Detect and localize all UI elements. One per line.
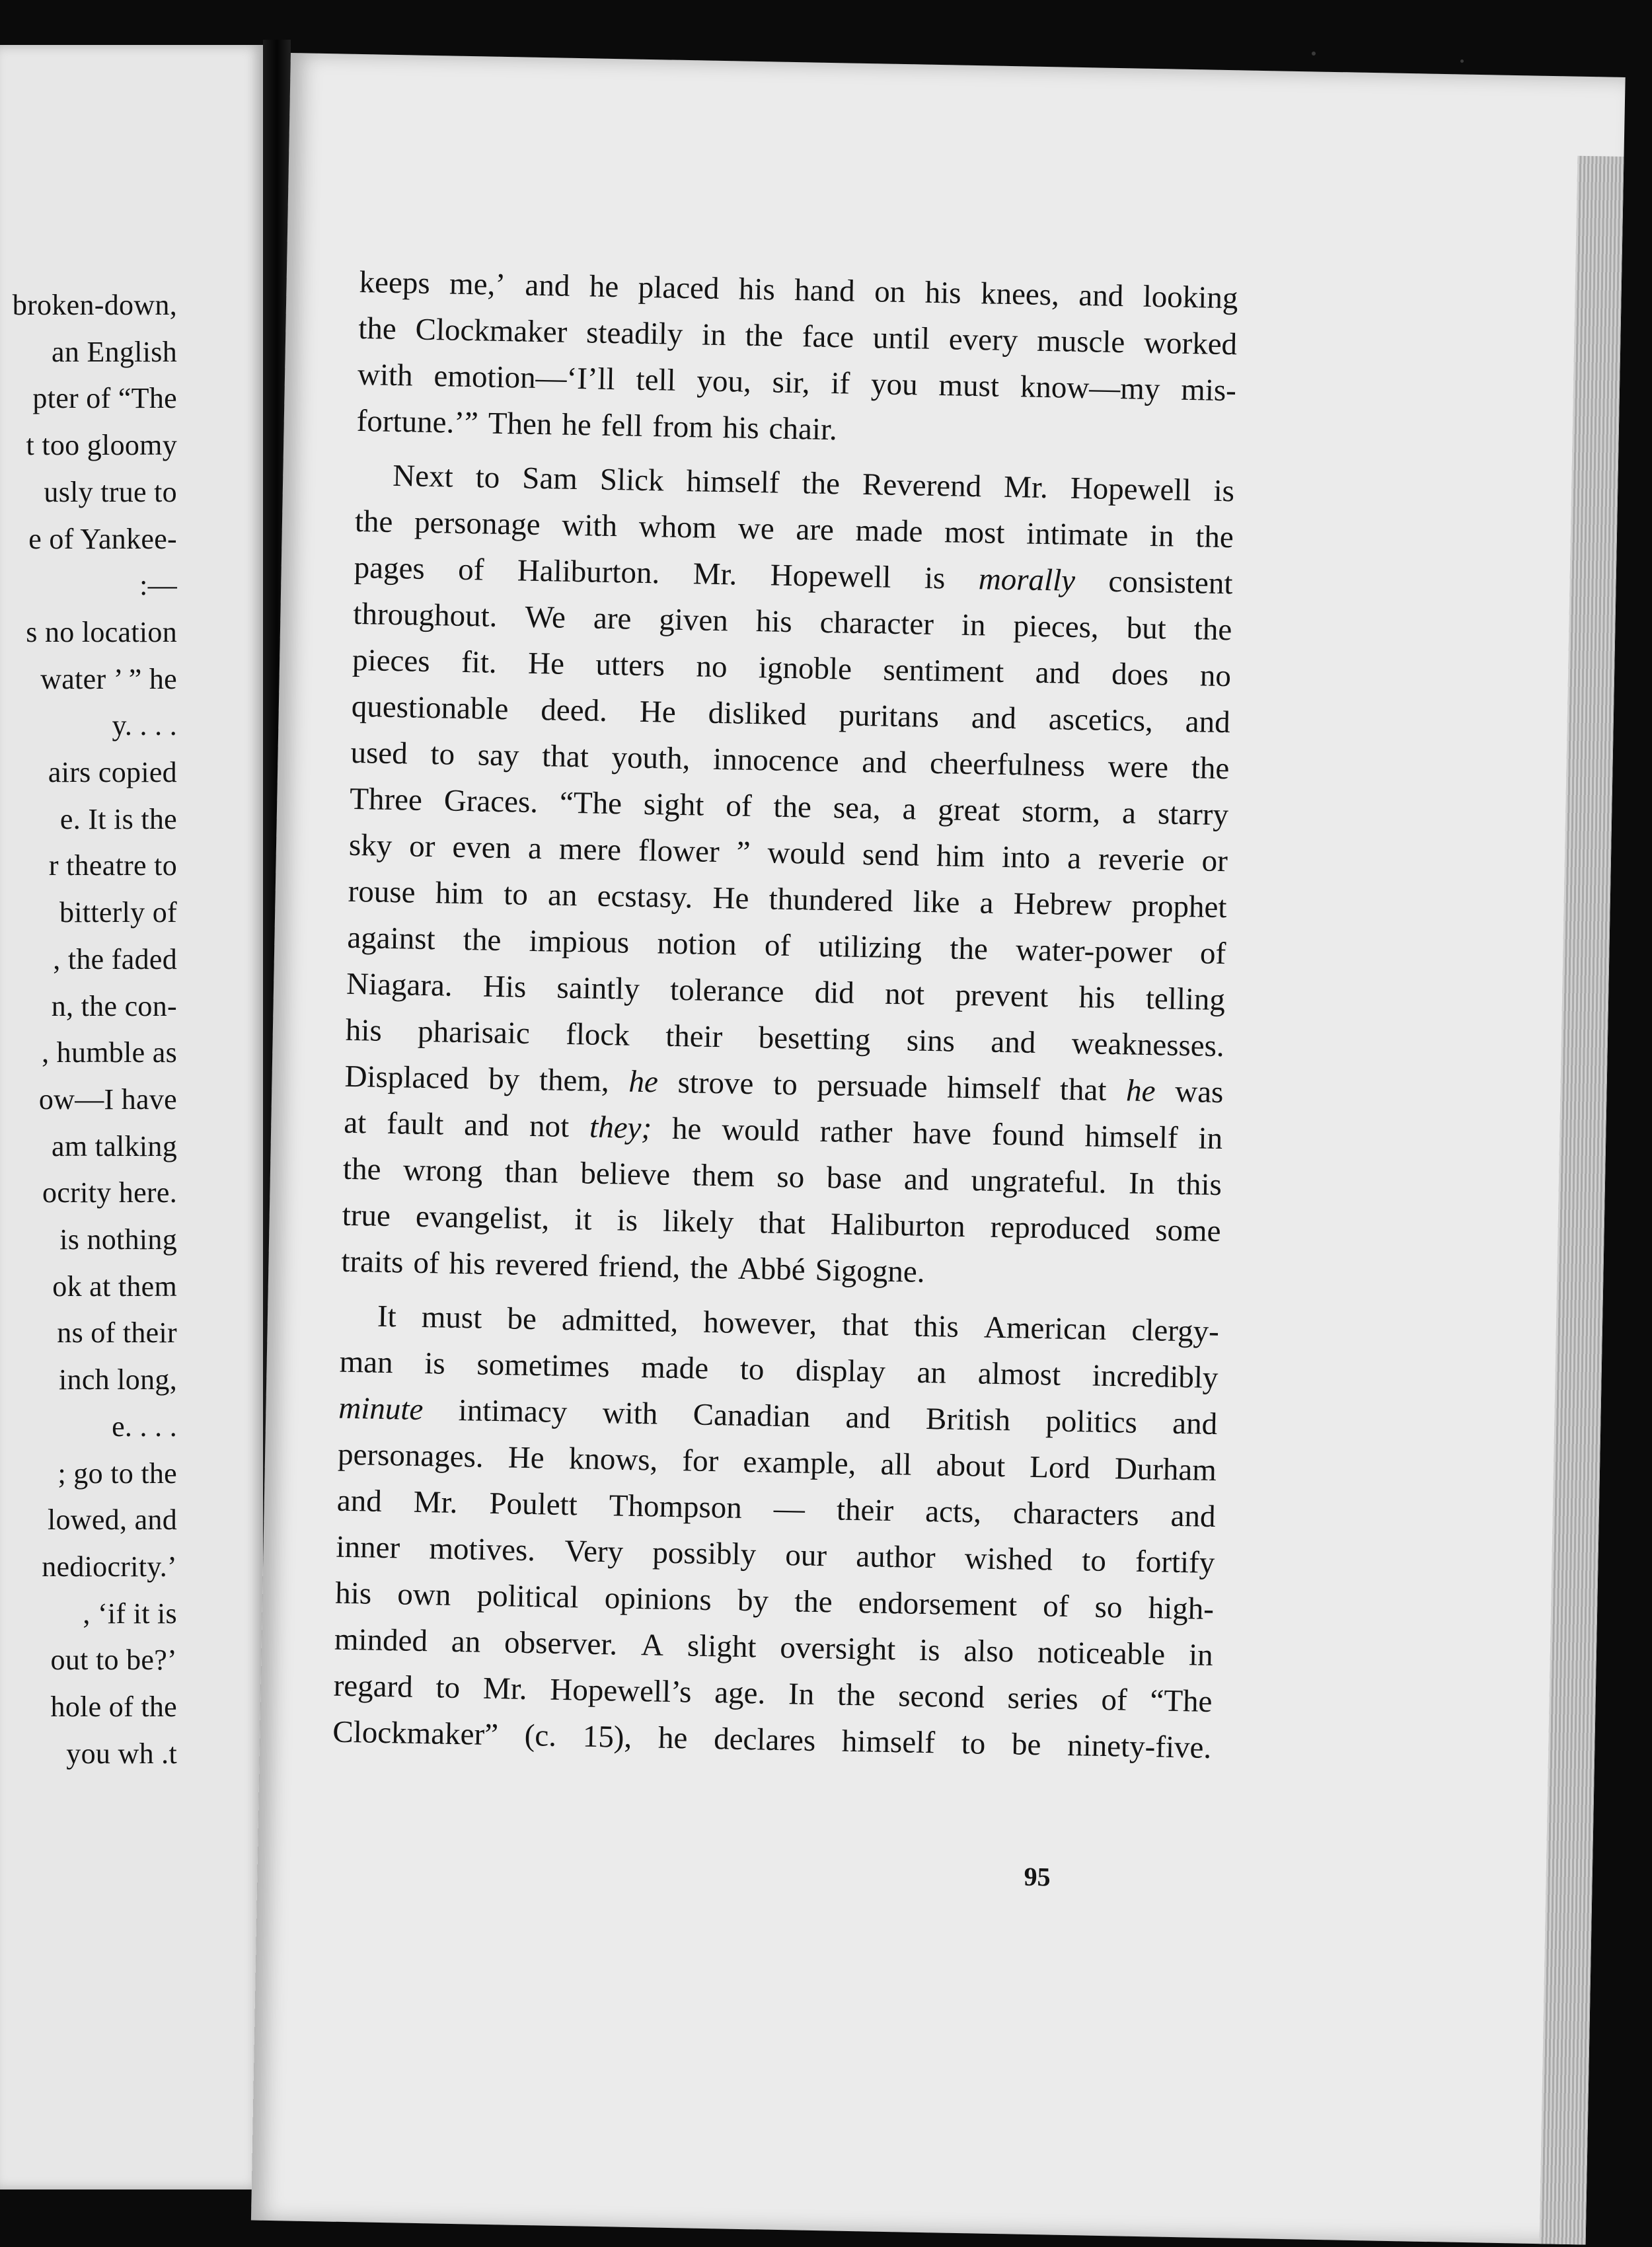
text-line: the wrong than believe them so base and ungrateful. In this bbox=[342, 1151, 1222, 1203]
text-line: minded an observer. A slight oversight is also noticeable in bbox=[334, 1622, 1214, 1673]
text-line: keeps me,’ and he placed his hand on his knees, and looking bbox=[359, 264, 1238, 316]
scan-speck bbox=[1312, 52, 1316, 56]
text-line: throughout. We are given his character in pieces, but the bbox=[352, 596, 1232, 648]
left-page-line: , ‘if it is bbox=[83, 1597, 177, 1630]
left-page bbox=[0, 45, 263, 2190]
left-page-line: e. It is the bbox=[59, 802, 177, 835]
left-page-line: inch long, bbox=[59, 1363, 177, 1396]
body-text bbox=[332, 259, 1238, 1771]
left-page-line: r theatre to bbox=[48, 849, 177, 882]
text-line: Niagara. His saintly tolerance did not prevent his telling bbox=[346, 966, 1226, 1018]
left-page-line: nediocrity.’ bbox=[42, 1550, 177, 1583]
left-page-line: bitterly of bbox=[59, 896, 177, 929]
text-line: regard to Mr. Hopewell’s age. In the second series of “The bbox=[333, 1668, 1213, 1719]
left-page-line: hole of the bbox=[50, 1691, 177, 1723]
text-line: used to say that youth, innocence and cheerfulness were the bbox=[350, 735, 1230, 786]
text-line: pieces fit. He utters no ignoble sentiment and does no bbox=[352, 642, 1232, 694]
left-page-line: ow—I have bbox=[38, 1083, 177, 1116]
text-line: true evangelist, it is likely that Haliburton reproduced some bbox=[342, 1198, 1221, 1249]
left-page-line: ns of their bbox=[57, 1316, 177, 1350]
text-line: pages of Haliburton. Mr. Hopewell is morally consistent bbox=[354, 550, 1233, 601]
left-page-line: e of Yankee- bbox=[28, 522, 177, 555]
page-number: 95 bbox=[1024, 1861, 1051, 1892]
text-line: traits of his revered friend, the Abbé Sigogne. bbox=[341, 1244, 925, 1289]
left-page-line: ok at them bbox=[52, 1270, 177, 1303]
text-line: the Clockmaker steadily in the face until every muscle worked bbox=[357, 311, 1238, 362]
text-line: Three Graces. “The sight of the sea, a great storm, a starry bbox=[349, 781, 1229, 833]
left-page-line: :— bbox=[139, 569, 177, 602]
left-page-line: lowed, and bbox=[47, 1504, 177, 1537]
text-line: personages. He knows, for example, all about Lord Durham bbox=[337, 1437, 1217, 1488]
text-line: Displaced by them, he strove to persuade himself that he was bbox=[344, 1059, 1224, 1110]
left-page-line: out to be?’ bbox=[50, 1644, 177, 1677]
text-line: questionable deed. He disliked puritans and ascetics, and bbox=[351, 689, 1231, 740]
left-page-line: y. . . . bbox=[112, 709, 177, 742]
text-line: It must be admitted, however, that this American clergy- bbox=[377, 1299, 1220, 1350]
left-page-line: , humble as bbox=[42, 1036, 177, 1069]
text-line: sky or even a mere flower ” would send him into a reverie or bbox=[348, 827, 1228, 879]
text-line: inner motives. Very possibly our author wished to fortify bbox=[336, 1529, 1215, 1581]
left-page-line: is nothing bbox=[59, 1223, 177, 1256]
left-page-line: t too gloomy bbox=[26, 429, 177, 462]
text-line: the personage with whom we are made most intimate in the bbox=[354, 504, 1234, 555]
left-page-line: , the faded bbox=[53, 942, 177, 975]
text-line: rouse him to an ecstasy. He thundered like a Hebrew prophet bbox=[348, 874, 1227, 925]
text-line: minute intimacy with Canadian and British politics and bbox=[338, 1390, 1218, 1442]
left-page-line: pter of “The bbox=[32, 382, 177, 415]
text-line: man is sometimes made to display an almost incredibly bbox=[339, 1344, 1219, 1396]
text-line: and Mr. Poulett Thompson — their acts, characters and bbox=[336, 1483, 1217, 1535]
text-line: fortune.’” Then he fell from his chair. bbox=[356, 403, 838, 447]
text-line: at fault and not they; he would rather have found himself in bbox=[343, 1105, 1223, 1157]
text-line: with emotion—‘I’ll tell you, sir, if you must know—my mis- bbox=[357, 357, 1237, 408]
left-page-line: water ’ ” he bbox=[40, 662, 177, 695]
left-page-line: n, the con- bbox=[51, 989, 177, 1022]
left-page-line: broken-down, bbox=[12, 289, 177, 321]
left-page-line: an English bbox=[52, 335, 177, 368]
left-page-line: am talking bbox=[52, 1129, 177, 1162]
text-line: his pharisaic flock their besetting sins and weaknesses. bbox=[345, 1012, 1225, 1064]
left-page-line: ocrity here. bbox=[42, 1176, 177, 1209]
left-page-line: ; go to the bbox=[57, 1457, 177, 1490]
left-page-line: you wh .t bbox=[66, 1737, 177, 1770]
text-line: his own political opinions by the endorsement of so high- bbox=[334, 1576, 1215, 1626]
left-page-line: s no location bbox=[26, 615, 177, 648]
scan-speck bbox=[1460, 59, 1464, 63]
right-page bbox=[251, 53, 1626, 2244]
left-page-line: airs copied bbox=[48, 756, 177, 788]
left-page-line: e. . . . bbox=[112, 1410, 177, 1443]
page-edge bbox=[1540, 156, 1624, 2245]
left-page-line: usly true to bbox=[44, 475, 177, 508]
text-line: Clockmaker” (c. 15), he declares himself to be ninety-five. bbox=[332, 1714, 1212, 1765]
text-line: Next to Sam Slick himself the Reverend Mr. Hopewell is bbox=[392, 458, 1235, 509]
text-line: against the impious notion of utilizing the water-power of bbox=[347, 920, 1226, 971]
